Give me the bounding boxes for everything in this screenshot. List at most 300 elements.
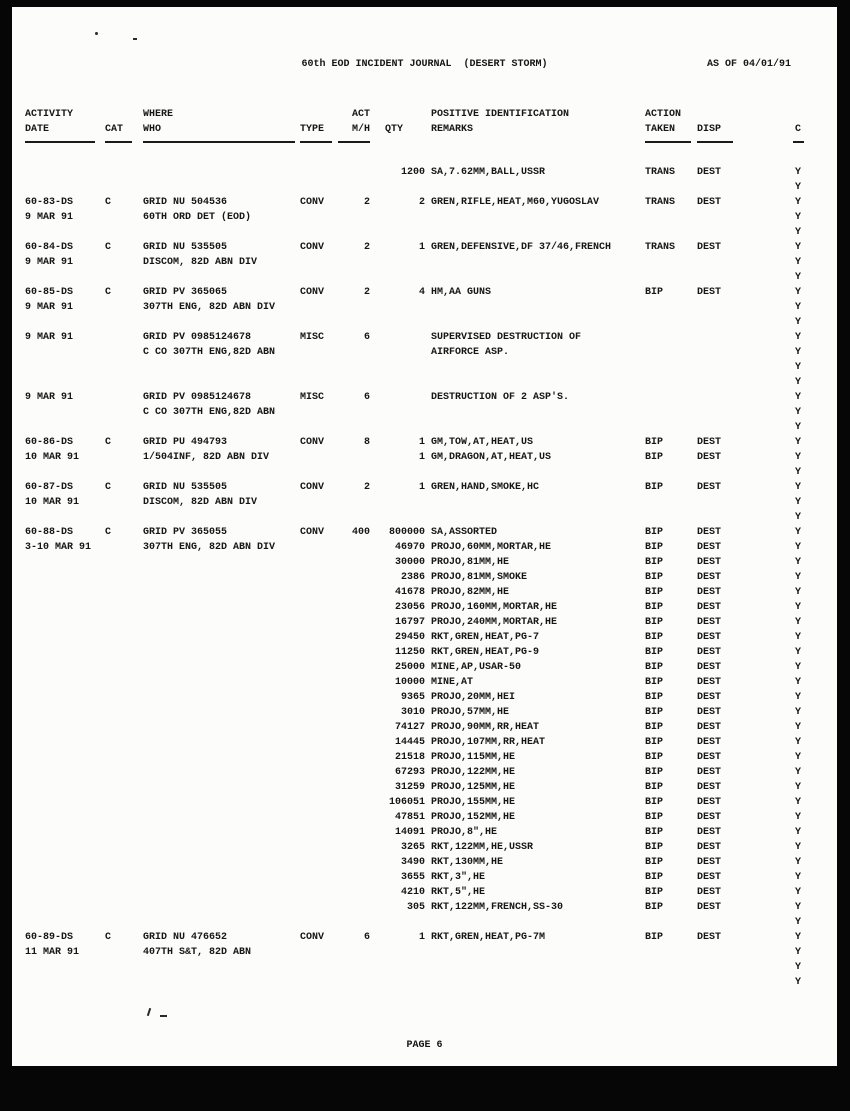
disp-cell: DEST — [697, 692, 722, 703]
c-flag-cell: Y — [795, 557, 802, 568]
remarks-cell: HM,AA GUNS — [431, 287, 492, 298]
where-who-cell: C CO 307TH ENG,82D ABN — [143, 347, 276, 358]
disp-cell: DEST — [697, 197, 722, 208]
journal-line — [12, 811, 837, 826]
qty-cell: 3010 — [400, 707, 425, 718]
c-flag-cell: Y — [795, 872, 802, 883]
action-taken-cell: BIP — [645, 902, 664, 913]
c-flag-cell: Y — [795, 722, 802, 733]
qty-cell: 21518 — [394, 752, 425, 763]
disp-cell: DEST — [697, 557, 722, 568]
where-who-cell: GRID PU 494793 — [143, 437, 228, 448]
remarks-cell: AIRFORCE ASP. — [431, 347, 510, 358]
qty-cell: 23056 — [394, 602, 425, 613]
where-who-cell: DISCOM, 82D ABN DIV — [143, 497, 258, 508]
journal-line — [12, 886, 837, 901]
remarks-cell: RKT,GREN,HEAT,PG-7M — [431, 932, 546, 943]
disp-cell: DEST — [697, 932, 722, 943]
header-c-flag: C — [795, 124, 802, 135]
activity-date-cell: 60-89-DS — [25, 932, 74, 943]
remarks-cell: MINE,AT — [431, 677, 474, 688]
header-type: TYPE — [300, 124, 325, 135]
disp-cell: DEST — [697, 617, 722, 628]
qty-cell: 74127 — [394, 722, 425, 733]
c-flag-cell: Y — [795, 362, 802, 373]
c-flag-cell: Y — [795, 542, 802, 553]
activity-date-cell: 60-86-DS — [25, 437, 74, 448]
as-of-date: AS OF 04/01/91 — [706, 59, 791, 70]
category-cell: C — [105, 242, 112, 253]
header-disp: DISP — [697, 124, 722, 135]
c-flag-cell: Y — [795, 812, 802, 823]
action-taken-cell: BIP — [645, 632, 664, 643]
qty-cell: 1 — [418, 242, 425, 253]
c-flag-cell: Y — [795, 797, 802, 808]
c-flag-cell: Y — [795, 902, 802, 913]
qty-cell: 9365 — [400, 692, 425, 703]
journal-line — [12, 271, 837, 286]
c-flag-cell: Y — [795, 272, 802, 283]
c-flag-cell: Y — [795, 782, 802, 793]
disp-cell: DEST — [697, 872, 722, 883]
scan-artifact — [95, 32, 98, 35]
disp-cell: DEST — [697, 632, 722, 643]
category-cell: C — [105, 527, 112, 538]
where-who-cell: 307TH ENG, 82D ABN DIV — [143, 542, 276, 553]
action-taken-cell: BIP — [645, 752, 664, 763]
column-underline — [645, 141, 691, 143]
remarks-cell: SA,7.62MM,BALL,USSR — [431, 167, 546, 178]
c-flag-cell: Y — [795, 617, 802, 628]
qty-cell: 1 — [418, 482, 425, 493]
header-cat: CAT — [105, 124, 124, 135]
action-taken-cell: BIP — [645, 827, 664, 838]
activity-date-cell: 9 MAR 91 — [25, 212, 74, 223]
c-flag-cell: Y — [795, 257, 802, 268]
remarks-cell: RKT,3",HE — [431, 872, 486, 883]
c-flag-cell: Y — [795, 197, 802, 208]
c-flag-cell: Y — [795, 452, 802, 463]
activity-date-cell: 10 MAR 91 — [25, 497, 80, 508]
journal-line — [12, 586, 837, 601]
journal-body — [12, 166, 837, 991]
qty-cell: 29450 — [394, 632, 425, 643]
disp-cell: DEST — [697, 662, 722, 673]
remarks-cell: PROJO,125MM,HE — [431, 782, 516, 793]
page-footer — [12, 1040, 837, 1051]
remarks-cell: PROJO,115MM,HE — [431, 752, 516, 763]
journal-line — [12, 406, 837, 421]
remarks-cell: PROJO,8",HE — [431, 827, 498, 838]
c-flag-cell: Y — [795, 347, 802, 358]
where-who-cell: DISCOM, 82D ABN DIV — [143, 257, 258, 268]
c-flag-cell: Y — [795, 332, 802, 343]
c-flag-cell: Y — [795, 212, 802, 223]
activity-date-cell: 60-88-DS — [25, 527, 74, 538]
remarks-cell: PROJO,155MM,HE — [431, 797, 516, 808]
remarks-cell: SA,ASSORTED — [431, 527, 498, 538]
column-underline — [300, 141, 332, 143]
action-taken-cell: BIP — [645, 737, 664, 748]
journal-line — [12, 631, 837, 646]
activity-date-cell: 3-10 MAR 91 — [25, 542, 92, 553]
action-taken-cell: BIP — [645, 662, 664, 673]
journal-line — [12, 541, 837, 556]
activity-date-cell: 10 MAR 91 — [25, 452, 80, 463]
header-positive-identification: POSITIVE IDENTIFICATION — [431, 109, 570, 120]
c-flag-cell: Y — [795, 737, 802, 748]
disp-cell: DEST — [697, 737, 722, 748]
journal-line — [12, 946, 837, 961]
disp-cell: DEST — [697, 812, 722, 823]
disp-cell: DEST — [697, 797, 722, 808]
column-underline — [105, 141, 132, 143]
act-mh-cell: 8 — [363, 437, 370, 448]
remarks-cell: RKT,GREN,HEAT,PG-7 — [431, 632, 540, 643]
c-flag-cell: Y — [795, 587, 802, 598]
journal-line — [12, 691, 837, 706]
scan-artifact — [133, 38, 137, 40]
table-header — [12, 108, 837, 148]
action-taken-cell: BIP — [645, 602, 664, 613]
journal-line — [12, 391, 837, 406]
type-cell: CONV — [300, 482, 325, 493]
category-cell: C — [105, 482, 112, 493]
disp-cell: DEST — [697, 857, 722, 868]
disp-cell: DEST — [697, 167, 722, 178]
journal-line — [12, 451, 837, 466]
where-who-cell: GRID PV 0985124678 — [143, 332, 252, 343]
action-taken-cell: BIP — [645, 287, 664, 298]
journal-line — [12, 346, 837, 361]
journal-line — [12, 961, 837, 976]
where-who-cell: 60TH ORD DET (EOD) — [143, 212, 252, 223]
c-flag-cell: Y — [795, 932, 802, 943]
act-mh-cell: 400 — [351, 527, 370, 538]
journal-line — [12, 466, 837, 481]
c-flag-cell: Y — [795, 842, 802, 853]
action-taken-cell: BIP — [645, 542, 664, 553]
header-action: ACTION — [645, 109, 682, 120]
journal-line — [12, 166, 837, 181]
where-who-cell: GRID PV 0985124678 — [143, 392, 252, 403]
remarks-cell: MINE,AP,USAR-50 — [431, 662, 522, 673]
qty-cell: 25000 — [394, 662, 425, 673]
journal-line — [12, 766, 837, 781]
category-cell: C — [105, 197, 112, 208]
journal-line — [12, 556, 837, 571]
c-flag-cell: Y — [795, 677, 802, 688]
remarks-cell: PROJO,90MM,RR,HEAT — [431, 722, 540, 733]
action-taken-cell: BIP — [645, 707, 664, 718]
journal-line — [12, 871, 837, 886]
c-flag-cell: Y — [795, 647, 802, 658]
column-underline — [143, 141, 295, 143]
journal-line — [12, 901, 837, 916]
action-taken-cell: BIP — [645, 887, 664, 898]
scan-artifact — [147, 1008, 151, 1016]
qty-cell: 41678 — [394, 587, 425, 598]
act-mh-cell: 6 — [363, 932, 370, 943]
activity-date-cell: 60-83-DS — [25, 197, 74, 208]
journal-line — [12, 856, 837, 871]
remarks-cell: RKT,122MM,FRENCH,SS-30 — [431, 902, 564, 913]
remarks-cell: SUPERVISED DESTRUCTION OF — [431, 332, 582, 343]
journal-line — [12, 601, 837, 616]
c-flag-cell: Y — [795, 437, 802, 448]
action-taken-cell: BIP — [645, 692, 664, 703]
c-flag-cell: Y — [795, 242, 802, 253]
qty-cell: 11250 — [394, 647, 425, 658]
remarks-cell: PROJO,122MM,HE — [431, 767, 516, 778]
page-number: PAGE 6 — [406, 1040, 443, 1051]
disp-cell: DEST — [697, 482, 722, 493]
qty-cell: 800000 — [388, 527, 425, 538]
disp-cell: DEST — [697, 842, 722, 853]
header-mh: M/H — [351, 124, 370, 135]
action-taken-cell: BIP — [645, 452, 664, 463]
c-flag-cell: Y — [795, 167, 802, 178]
journal-line — [12, 931, 837, 946]
journal-line — [12, 781, 837, 796]
activity-date-cell: 60-84-DS — [25, 242, 74, 253]
where-who-cell: GRID NU 535505 — [143, 482, 228, 493]
qty-cell: 10000 — [394, 677, 425, 688]
action-taken-cell: BIP — [645, 782, 664, 793]
qty-cell: 16797 — [394, 617, 425, 628]
journal-line — [12, 916, 837, 931]
category-cell: C — [105, 437, 112, 448]
c-flag-cell: Y — [795, 947, 802, 958]
column-underline — [338, 141, 370, 143]
qty-cell: 3490 — [400, 857, 425, 868]
activity-date-cell: 11 MAR 91 — [25, 947, 80, 958]
disp-cell: DEST — [697, 602, 722, 613]
remarks-cell: PROJO,81MM,HE — [431, 557, 510, 568]
qty-cell: 2 — [418, 197, 425, 208]
journal-line — [12, 436, 837, 451]
act-mh-cell: 2 — [363, 197, 370, 208]
table-header-row-1 — [12, 108, 837, 123]
header-underlines — [12, 138, 837, 148]
journal-line — [12, 181, 837, 196]
column-underline — [697, 141, 733, 143]
action-taken-cell: BIP — [645, 797, 664, 808]
category-cell: C — [105, 932, 112, 943]
action-taken-cell: BIP — [645, 587, 664, 598]
journal-line — [12, 316, 837, 331]
type-cell: MISC — [300, 392, 325, 403]
remarks-cell: GREN,DEFENSIVE,DF 37/46,FRENCH — [431, 242, 612, 253]
c-flag-cell: Y — [795, 482, 802, 493]
qty-cell: 31259 — [394, 782, 425, 793]
journal-line — [12, 841, 837, 856]
disp-cell: DEST — [697, 452, 722, 463]
act-mh-cell: 6 — [363, 392, 370, 403]
qty-cell: 1200 — [400, 167, 425, 178]
disp-cell: DEST — [697, 542, 722, 553]
c-flag-cell: Y — [795, 227, 802, 238]
disp-cell: DEST — [697, 437, 722, 448]
action-taken-cell: BIP — [645, 572, 664, 583]
type-cell: CONV — [300, 287, 325, 298]
journal-line — [12, 526, 837, 541]
header-date: DATE — [25, 124, 50, 135]
action-taken-cell: BIP — [645, 857, 664, 868]
journal-line — [12, 361, 837, 376]
disp-cell: DEST — [697, 572, 722, 583]
remarks-cell: PROJO,107MM,RR,HEAT — [431, 737, 546, 748]
header-activity: ACTIVITY — [25, 109, 74, 120]
remarks-cell: GM,TOW,AT,HEAT,US — [431, 437, 534, 448]
c-flag-cell: Y — [795, 407, 802, 418]
action-taken-cell: BIP — [645, 437, 664, 448]
action-taken-cell: BIP — [645, 482, 664, 493]
c-flag-cell: Y — [795, 467, 802, 478]
remarks-cell: PROJO,20MM,HEI — [431, 692, 516, 703]
c-flag-cell: Y — [795, 572, 802, 583]
where-who-cell: GRID NU 535505 — [143, 242, 228, 253]
c-flag-cell: Y — [795, 977, 802, 988]
disp-cell: DEST — [697, 647, 722, 658]
action-taken-cell: BIP — [645, 722, 664, 733]
qty-cell: 1 — [418, 452, 425, 463]
c-flag-cell: Y — [795, 857, 802, 868]
c-flag-cell: Y — [795, 392, 802, 403]
activity-date-cell: 9 MAR 91 — [25, 257, 74, 268]
header-act: ACT — [351, 109, 370, 120]
where-who-cell: C CO 307TH ENG,82D ABN — [143, 407, 276, 418]
qty-cell: 1 — [418, 437, 425, 448]
journal-line — [12, 301, 837, 316]
qty-cell: 3655 — [400, 872, 425, 883]
scan-artifact — [160, 1015, 167, 1017]
action-taken-cell: BIP — [645, 647, 664, 658]
remarks-cell: RKT,5",HE — [431, 887, 486, 898]
qty-cell: 4210 — [400, 887, 425, 898]
journal-line — [12, 241, 837, 256]
qty-cell: 3265 — [400, 842, 425, 853]
action-taken-cell: BIP — [645, 812, 664, 823]
journal-line — [12, 616, 837, 631]
c-flag-cell: Y — [795, 512, 802, 523]
remarks-cell: PROJO,81MM,SMOKE — [431, 572, 528, 583]
activity-date-cell: 60-87-DS — [25, 482, 74, 493]
type-cell: CONV — [300, 197, 325, 208]
action-taken-cell: BIP — [645, 527, 664, 538]
c-flag-cell: Y — [795, 767, 802, 778]
action-taken-cell: TRANS — [645, 167, 676, 178]
disp-cell: DEST — [697, 827, 722, 838]
journal-line — [12, 976, 837, 991]
column-underline — [793, 141, 804, 143]
disp-cell: DEST — [697, 782, 722, 793]
action-taken-cell: BIP — [645, 677, 664, 688]
remarks-cell: GREN,RIFLE,HEAT,M60,YUGOSLAV — [431, 197, 600, 208]
journal-line — [12, 511, 837, 526]
c-flag-cell: Y — [795, 692, 802, 703]
journal-line — [12, 571, 837, 586]
journal-line — [12, 646, 837, 661]
disp-cell: DEST — [697, 242, 722, 253]
journal-line — [12, 496, 837, 511]
header-taken: TAKEN — [645, 124, 676, 135]
header-qty: QTY — [385, 124, 404, 135]
c-flag-cell: Y — [795, 962, 802, 973]
c-flag-cell: Y — [795, 302, 802, 313]
journal-line — [12, 211, 837, 226]
c-flag-cell: Y — [795, 752, 802, 763]
c-flag-cell: Y — [795, 602, 802, 613]
activity-date-cell: 9 MAR 91 — [25, 332, 74, 343]
journal-line — [12, 481, 837, 496]
journal-line — [12, 796, 837, 811]
category-cell: C — [105, 287, 112, 298]
journal-line — [12, 196, 837, 211]
where-who-cell: GRID NU 476652 — [143, 932, 228, 943]
where-who-cell: 407TH S&T, 82D ABN — [143, 947, 252, 958]
remarks-cell: GREN,HAND,SMOKE,HC — [431, 482, 540, 493]
c-flag-cell: Y — [795, 422, 802, 433]
remarks-cell: RKT,GREN,HEAT,PG-9 — [431, 647, 540, 658]
qty-cell: 305 — [406, 902, 425, 913]
column-underline — [25, 141, 95, 143]
remarks-cell: PROJO,57MM,HE — [431, 707, 510, 718]
qty-cell: 106051 — [388, 797, 425, 808]
journal-line — [12, 721, 837, 736]
c-flag-cell: Y — [795, 317, 802, 328]
action-taken-cell: BIP — [645, 617, 664, 628]
journal-line — [12, 661, 837, 676]
disp-cell: DEST — [697, 287, 722, 298]
journal-line — [12, 376, 837, 391]
action-taken-cell: BIP — [645, 842, 664, 853]
journal-line — [12, 736, 837, 751]
action-taken-cell: BIP — [645, 767, 664, 778]
remarks-cell: PROJO,240MM,MORTAR,HE — [431, 617, 558, 628]
remarks-cell: PROJO,60MM,MORTAR,HE — [431, 542, 552, 553]
qty-cell: 1 — [418, 932, 425, 943]
document-header — [12, 59, 837, 73]
qty-cell: 46970 — [394, 542, 425, 553]
type-cell: CONV — [300, 932, 325, 943]
journal-line — [12, 226, 837, 241]
c-flag-cell: Y — [795, 917, 802, 928]
disp-cell: DEST — [697, 752, 722, 763]
action-taken-cell: TRANS — [645, 197, 676, 208]
remarks-cell: PROJO,82MM,HE — [431, 587, 510, 598]
act-mh-cell: 2 — [363, 287, 370, 298]
act-mh-cell: 2 — [363, 242, 370, 253]
journal-line — [12, 331, 837, 346]
where-who-cell: GRID PV 365055 — [143, 527, 228, 538]
c-flag-cell: Y — [795, 182, 802, 193]
act-mh-cell: 2 — [363, 482, 370, 493]
remarks-cell: RKT,122MM,HE,USSR — [431, 842, 534, 853]
c-flag-cell: Y — [795, 632, 802, 643]
c-flag-cell: Y — [795, 887, 802, 898]
header-remarks: REMARKS — [431, 124, 474, 135]
journal-line — [12, 256, 837, 271]
remarks-cell: PROJO,152MM,HE — [431, 812, 516, 823]
type-cell: CONV — [300, 527, 325, 538]
act-mh-cell: 6 — [363, 332, 370, 343]
action-taken-cell: TRANS — [645, 242, 676, 253]
page-title: 60th EOD INCIDENT JOURNAL (DESERT STORM) — [301, 59, 548, 70]
qty-cell: 30000 — [394, 557, 425, 568]
disp-cell: DEST — [697, 527, 722, 538]
type-cell: CONV — [300, 437, 325, 448]
